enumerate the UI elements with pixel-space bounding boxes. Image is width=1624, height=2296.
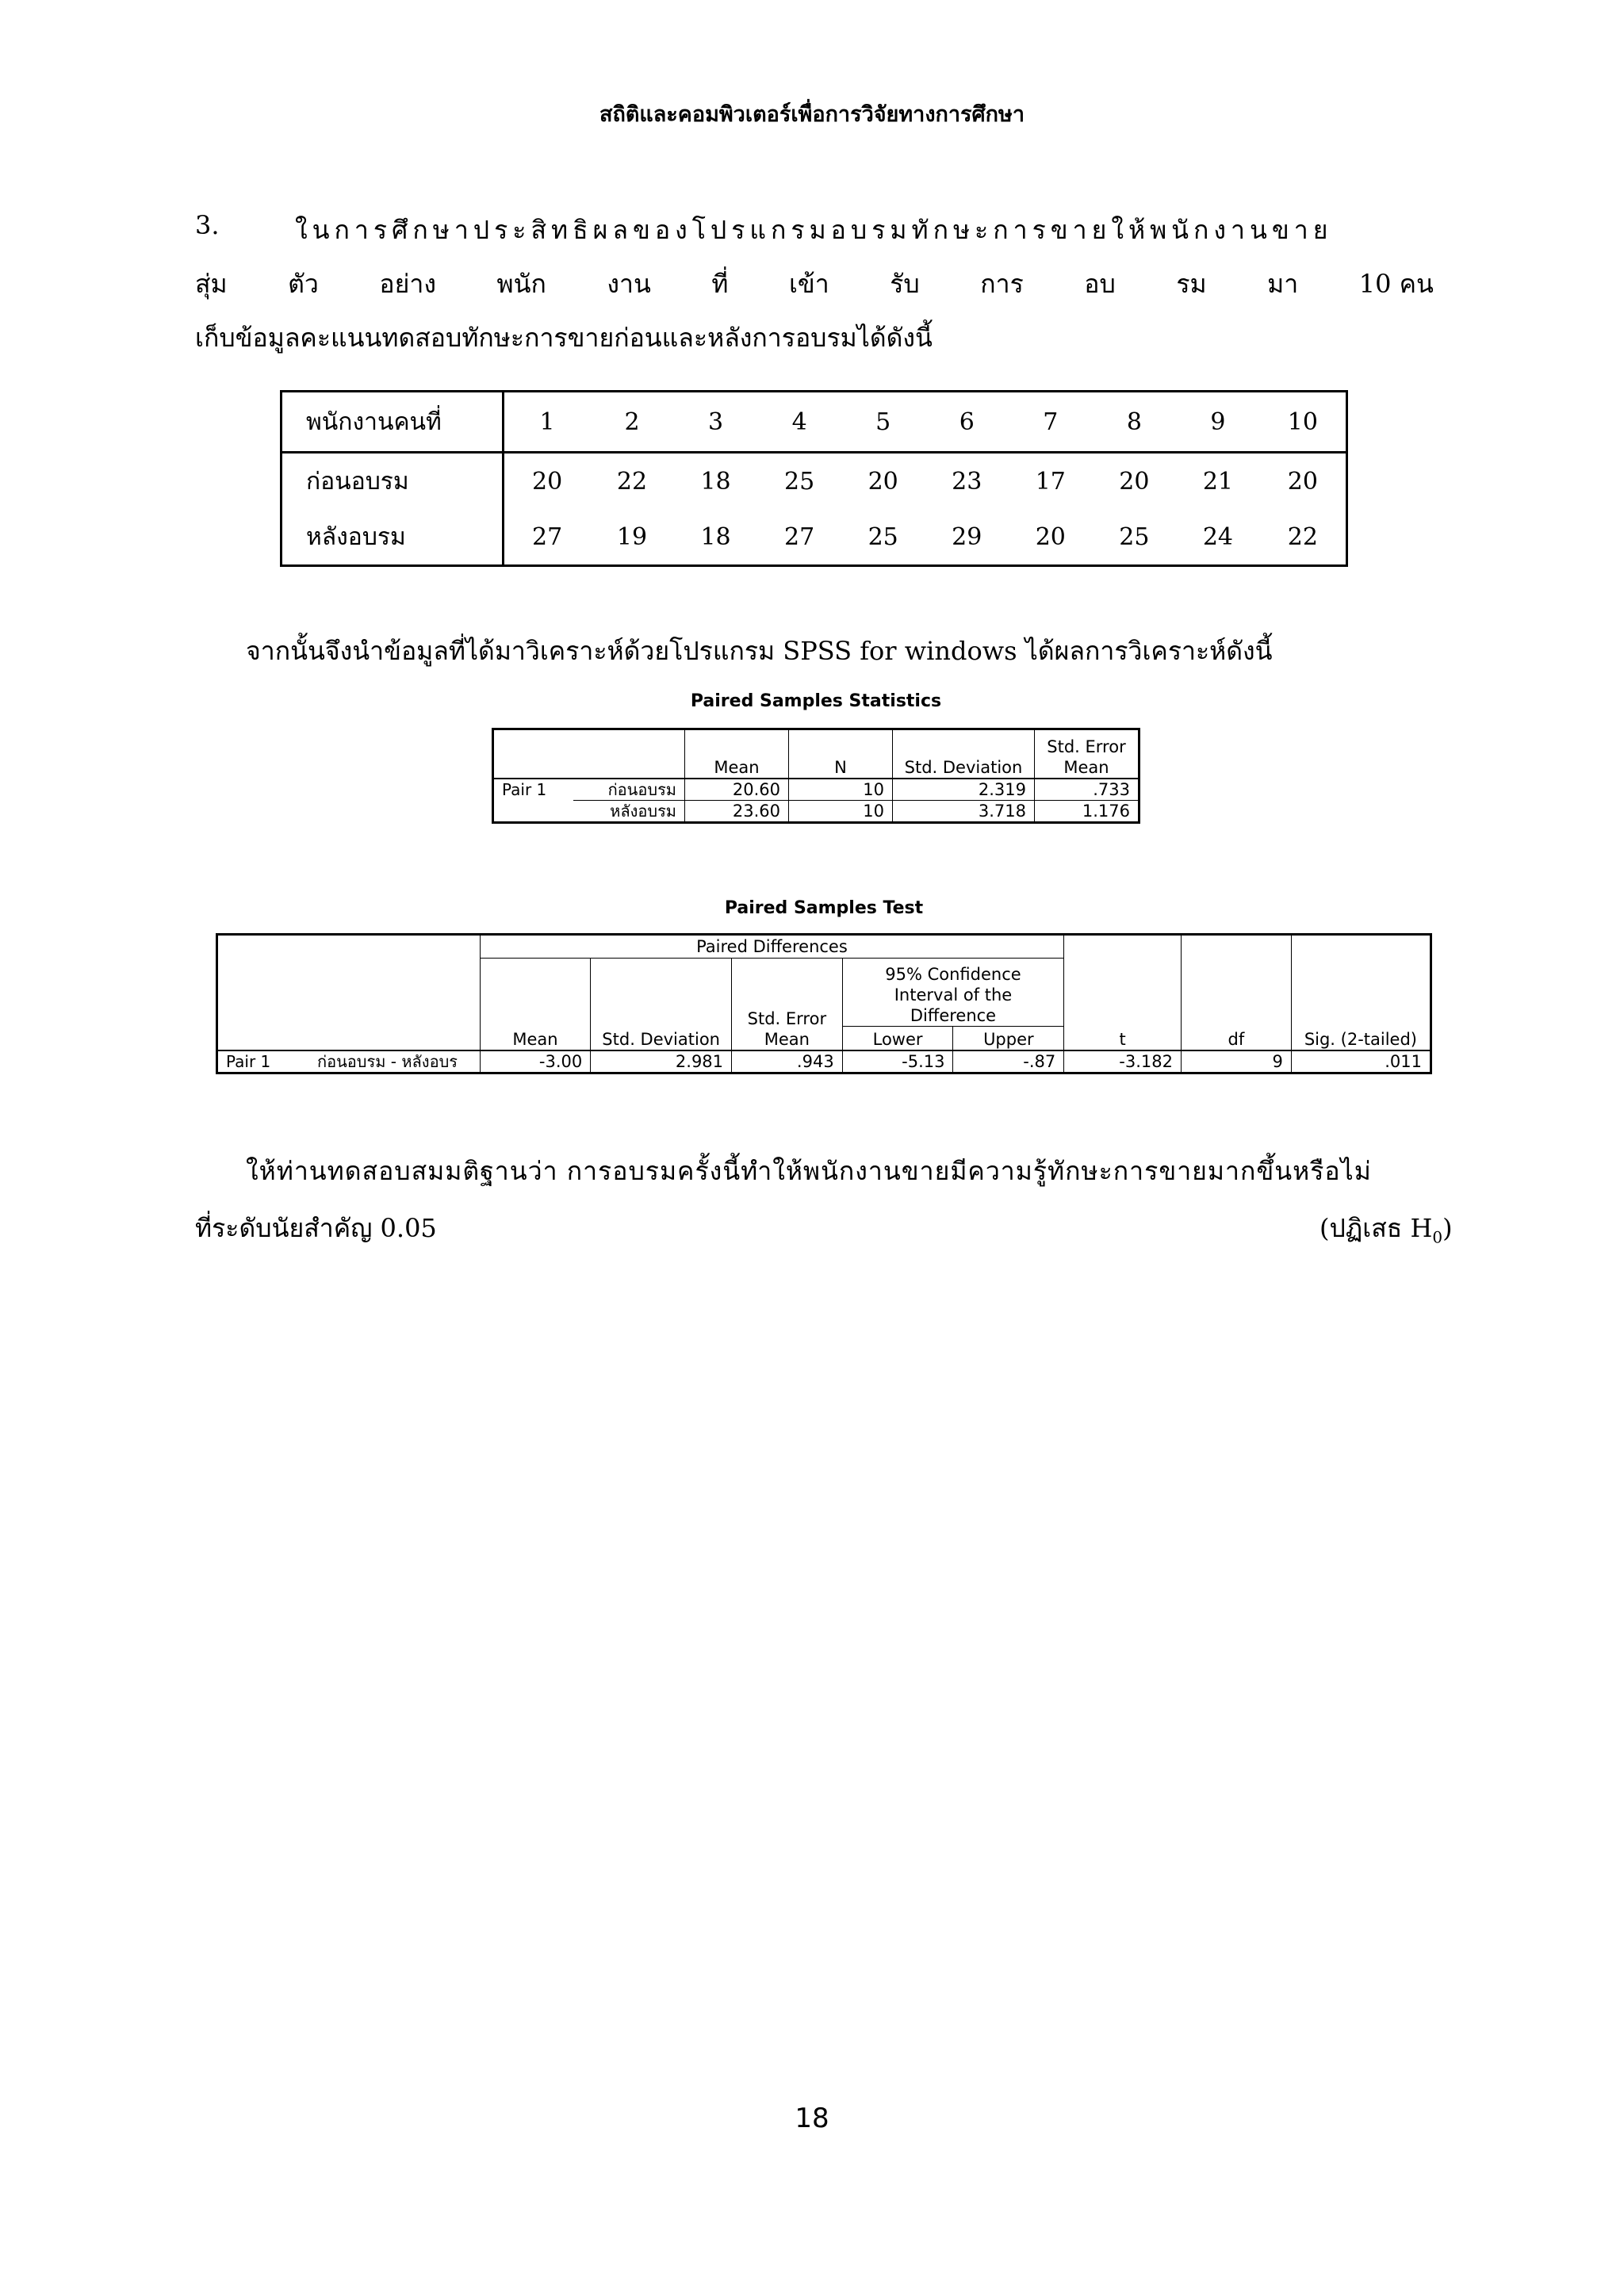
score-cell: 24 bbox=[1202, 522, 1234, 551]
score-table-header-row bbox=[282, 392, 1347, 453]
test-upper: -.87 bbox=[953, 1050, 1064, 1073]
test-sd: 2.981 bbox=[591, 1050, 732, 1073]
blank-cell bbox=[493, 729, 685, 779]
problem-line-2-word: 10 คน bbox=[1358, 269, 1434, 299]
row-label: หลังอบรม bbox=[282, 509, 504, 566]
problem-line-2-word: ตัว bbox=[288, 269, 319, 299]
score-cell: 25 bbox=[784, 467, 815, 496]
col-mean: Mean bbox=[480, 959, 591, 1050]
employee-number: 3 bbox=[674, 392, 758, 453]
stat-mean: 23.60 bbox=[685, 800, 789, 822]
problem-line-2-word: อบ bbox=[1084, 269, 1116, 299]
ci-header-line2: Interval of the bbox=[894, 985, 1013, 1004]
col-lower: Lower bbox=[842, 1027, 953, 1050]
paired-stats-header-row bbox=[493, 729, 1139, 779]
pair-comparison-label: ก่อนอบรม - หลังอบร bbox=[317, 1051, 458, 1071]
problem-line-2-word: อย่าง bbox=[379, 269, 436, 299]
stat-sd: 2.319 bbox=[893, 779, 1035, 801]
analysis-intro: จากนั้นจึงนำข้อมูลที่ได้มาวิเคราะห์ด้วยโปรแกรม SPSS for windows ได้ผลการวิเคราะห์ดังนี้ bbox=[246, 636, 1273, 666]
problem-line-2-word: สุ่ม bbox=[195, 269, 228, 299]
col-sd: Std. Deviation bbox=[591, 959, 732, 1050]
score-table-header-label: พนักงานคนที่ bbox=[282, 392, 504, 453]
paired-stats-row bbox=[493, 800, 1139, 822]
score-cell: 18 bbox=[700, 522, 731, 551]
score-cell: 18 bbox=[700, 467, 731, 496]
problem-line-1-text: ในการศึกษาประสิทธิผลของโปรแกรมอบรมทักษะการขายให้พนักงานขาย bbox=[295, 215, 1333, 245]
paired-test-title: Paired Samples Test bbox=[724, 898, 924, 918]
pair-label: Pair 1 bbox=[226, 1051, 271, 1071]
stat-mean: 20.60 bbox=[685, 779, 789, 801]
stat-se: .733 bbox=[1035, 779, 1139, 801]
score-cell: 20 bbox=[868, 467, 898, 496]
question-number: 3. bbox=[195, 210, 220, 240]
problem-line-2-word: ที่ bbox=[711, 269, 729, 299]
problem-line-2-word: พนัก bbox=[496, 269, 546, 299]
col-sig: Sig. (2-tailed) bbox=[1291, 935, 1431, 1050]
test-se: .943 bbox=[732, 1050, 843, 1073]
score-cell: 20 bbox=[532, 467, 563, 496]
stat-n: 10 bbox=[789, 779, 893, 801]
employee-number: 5 bbox=[841, 392, 925, 453]
pair-row-label bbox=[217, 1050, 481, 1073]
test-df: 9 bbox=[1181, 1050, 1291, 1073]
paired-stats-table bbox=[492, 728, 1140, 824]
score-cell: 21 bbox=[1202, 467, 1234, 496]
row-label: ก่อนอบรม bbox=[282, 453, 504, 510]
employee-number: 7 bbox=[1009, 392, 1093, 453]
test-mean: -3.00 bbox=[480, 1050, 591, 1073]
col-se-line2: Mean bbox=[1063, 757, 1109, 777]
question-line-2: ที่ระดับนัยสำคัญ 0.05 bbox=[195, 1213, 437, 1243]
stat-se: 1.176 bbox=[1035, 800, 1139, 822]
answer-subscript: 0 bbox=[1432, 1227, 1443, 1247]
answer-prefix: (ปฏิเสธ H bbox=[1320, 1213, 1433, 1243]
employee-number: 4 bbox=[757, 392, 841, 453]
problem-line-2-word: รับ bbox=[890, 269, 920, 299]
problem-line-2-word: งาน bbox=[607, 269, 651, 299]
score-cell: 17 bbox=[1035, 467, 1066, 496]
score-table bbox=[280, 390, 1348, 567]
answer-suffix: ) bbox=[1442, 1213, 1453, 1243]
paired-test-table bbox=[216, 933, 1432, 1074]
score-cell: 20 bbox=[1287, 467, 1318, 496]
employee-number: 10 bbox=[1260, 392, 1347, 453]
col-mean: Mean bbox=[685, 729, 789, 779]
problem-line-3: เก็บข้อมูลคะแนนทดสอบทักษะการขายก่อนและหลังการอบรมได้ดังนี้ bbox=[195, 323, 933, 353]
score-cell: 20 bbox=[1119, 467, 1150, 496]
score-cell: 27 bbox=[784, 522, 815, 551]
test-t: -3.182 bbox=[1064, 1050, 1182, 1073]
employee-number: 8 bbox=[1093, 392, 1177, 453]
page-number: 18 bbox=[795, 2103, 829, 2134]
col-se-line1: Std. Error bbox=[747, 1008, 827, 1028]
col-se-line1: Std. Error bbox=[1047, 737, 1126, 756]
pair-label: Pair 1 bbox=[493, 779, 574, 823]
score-row-after bbox=[282, 509, 1347, 566]
employee-number: 2 bbox=[590, 392, 674, 453]
test-lower: -5.13 bbox=[842, 1050, 953, 1073]
score-cell: 27 bbox=[532, 522, 563, 551]
col-t: t bbox=[1064, 935, 1182, 1050]
employee-number: 9 bbox=[1176, 392, 1260, 453]
paired-differences-header: Paired Differences bbox=[480, 935, 1064, 959]
col-sd: Std. Deviation bbox=[893, 729, 1035, 779]
paired-test-header-row-1 bbox=[217, 935, 1431, 959]
ci-header-line3: Difference bbox=[910, 1006, 997, 1025]
paired-test-row bbox=[217, 1050, 1431, 1073]
running-title: สถิติและคอมพิวเตอร์เพื่อการวิจัยทางการศึกษา bbox=[599, 102, 1025, 127]
col-se bbox=[1035, 729, 1139, 779]
score-row-before bbox=[282, 453, 1347, 510]
paired-stats-row bbox=[493, 779, 1139, 801]
employee-number: 1 bbox=[504, 392, 591, 453]
problem-line-2 bbox=[195, 264, 1434, 304]
problem-line-2-word: การ bbox=[980, 269, 1024, 299]
test-sig: .011 bbox=[1291, 1050, 1431, 1073]
question-answer bbox=[1320, 1208, 1453, 1249]
score-cell: 25 bbox=[1119, 522, 1150, 551]
stat-row-label: หลังอบรม bbox=[573, 800, 684, 822]
blank-cell bbox=[217, 935, 481, 1050]
col-se-line2: Mean bbox=[764, 1029, 810, 1049]
col-n: N bbox=[789, 729, 893, 779]
score-cell: 19 bbox=[616, 522, 648, 551]
score-cell: 29 bbox=[952, 522, 982, 551]
problem-line-2-word: รม bbox=[1176, 269, 1207, 299]
stat-sd: 3.718 bbox=[893, 800, 1035, 822]
ci-header-line1: 95% Confidence bbox=[885, 965, 1021, 984]
col-upper: Upper bbox=[953, 1027, 1064, 1050]
problem-line-2-word: มา bbox=[1267, 269, 1299, 299]
score-cell: 25 bbox=[868, 522, 898, 551]
col-df: df bbox=[1181, 935, 1291, 1050]
score-cell: 22 bbox=[1287, 522, 1318, 551]
ci-header bbox=[842, 959, 1064, 1027]
question-line-1: ให้ท่านทดสอบสมมติฐานว่า การอบรมครั้งนี้ทำให้พนักงานขายมีความรู้ทักษะการขายมากขึ้นหรือไม่ bbox=[246, 1156, 1372, 1186]
problem-line-2-word: เข้า bbox=[788, 269, 829, 299]
paired-stats-title: Paired Samples Statistics bbox=[690, 691, 942, 711]
stat-row-label: ก่อนอบรม bbox=[573, 779, 684, 801]
stat-n: 10 bbox=[789, 800, 893, 822]
score-cell: 22 bbox=[616, 467, 648, 496]
employee-number: 6 bbox=[925, 392, 1009, 453]
score-cell: 20 bbox=[1035, 522, 1066, 551]
col-se bbox=[732, 959, 843, 1050]
problem-line-1 bbox=[295, 210, 1434, 251]
score-cell: 23 bbox=[952, 467, 982, 496]
